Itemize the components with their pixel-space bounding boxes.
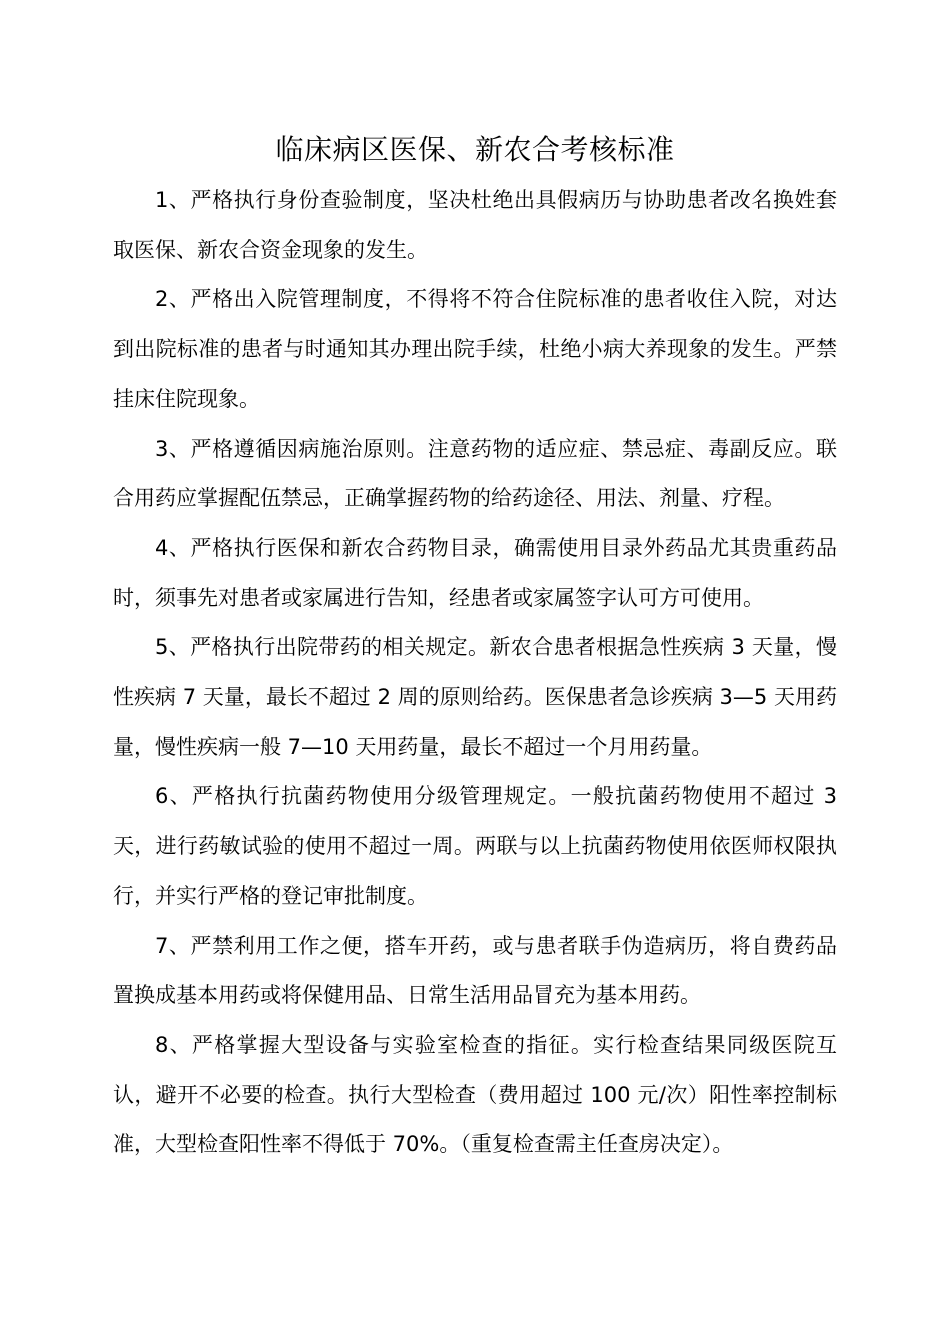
- paragraph-8: 8、严格掌握大型设备与实验室检查的指征。实行检查结果同级医院互认，避开不必要的检查。执行大型检查（费用超过 100 元/次）阳性率控制标准，大型检查阳性率不得低于 70%。（重复检查需主任查房决定）。: [113, 1032, 837, 1157]
- paragraph-1: 1、严格执行身份查验制度，坚决杜绝出具假病历与协助患者改名换姓套取医保、新农合资金现象的发生。: [113, 188, 837, 262]
- paragraph-2: 2、严格出入院管理制度，不得将不符合住院标准的患者收住入院，对达到出院标准的患者与时通知其办理出院手续，杜绝小病大养现象的发生。严禁挂床住院现象。: [113, 287, 837, 411]
- paragraph-4: 4、严格执行医保和新农合药物目录，确需使用目录外药品尤其贵重药品时，须事先对患者或家属进行告知，经患者或家属签字认可方可使用。: [113, 535, 837, 610]
- document-title: 临床病区医保、新农合考核标准: [275, 133, 675, 166]
- paragraph-6: 6、严格执行抗菌药物使用分级管理规定。一般抗菌药物使用不超过 3 天，进行药敏试验的使用不超过一周。两联与以上抗菌药物使用依医师权限执行，并实行严格的登记审批制度。: [113, 784, 837, 908]
- paragraph-7: 7、严禁利用工作之便，搭车开药，或与患者联手伪造病历，将自费药品置换成基本用药或将保健用品、日常生活用品冒充为基本用药。: [113, 933, 837, 1008]
- paragraph-3: 3、严格遵循因病施治原则。注意药物的适应症、禁忌症、毒副反应。联合用药应掌握配伍禁忌，正确掌握药物的给药途径、用法、剂量、疗程。: [113, 436, 837, 511]
- document-body: [113, 176, 837, 1170]
- paragraph-5: 5、严格执行出院带药的相关规定。新农合患者根据急性疾病 3 天量，慢性疾病 7 天量，最长不超过 2 周的原则给药。医保患者急诊疾病 3—5 天用药量，慢性疾病一般 7—10 天用药量，最长不超过一个月用药量。: [113, 635, 837, 759]
